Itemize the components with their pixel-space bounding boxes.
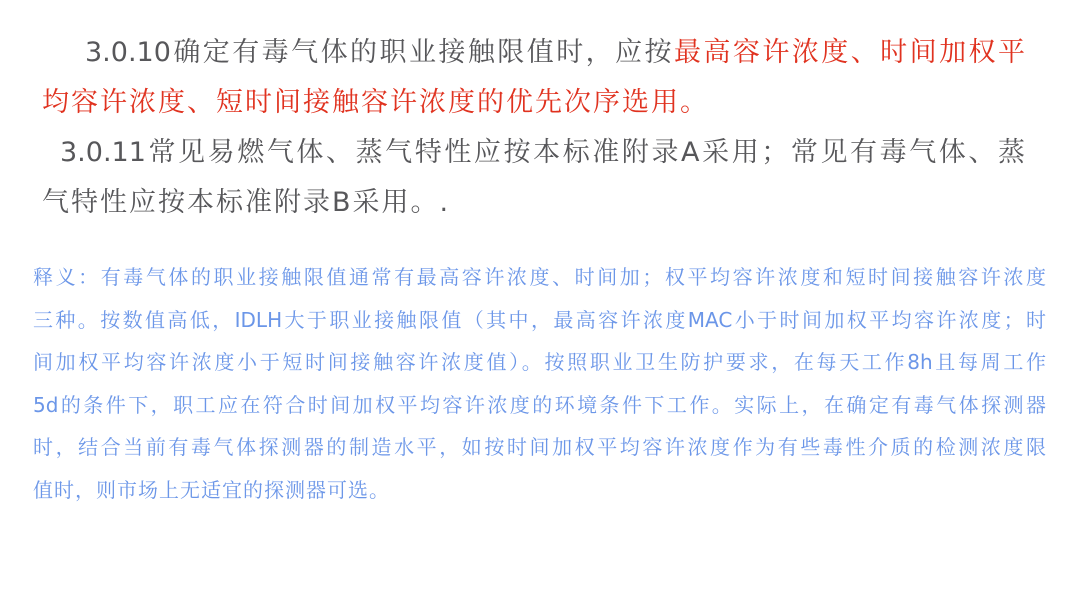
clause-3-0-10-line-1 [42,28,1025,78]
clause-3-0-10-line-2 [42,78,1025,128]
interpretation-line-last: 值时，则市场上无适宜的探测器可选。 [33,477,390,502]
clause-3-0-10-highlight-start: 最高容许浓度、时间加权平 [674,37,1025,68]
clause-3-0-11-line-1 [42,128,1025,178]
clause-3-0-11 [42,128,1025,228]
interpretation-line: 时，结合当前有毒气体探测器的制造水平，如按时间加权平均容许浓度作为有些毒性介质的检测浓度限 [33,435,1046,459]
clause-3-0-10-text: 3.0.10确定有毒气体的职业接触限值时，应按 [85,37,675,68]
interpretation-line: 5d的条件下，职工应在符合时间加权平均容许浓度的环境条件下工作。实际上，在确定有毒气体探测器 [33,392,1046,417]
clause-3-0-10-highlight-end: 均容许浓度、短时间接触容许浓度的优先次序选用。 [42,87,709,118]
interpretation-line: 释义：有毒气体的职业接触限值通常有最高容许浓度、时间加；权平均容许浓度和短时间接触容许浓度 [33,265,1046,289]
interpretation-line: 三种。按数值高低，IDLH大于职业接触限值（其中，最高容许浓度MAC小于时间加权平均容许浓度；时 [33,307,1046,332]
clause-3-0-11-text-2: 气特性应按本标准附录B采用。. [42,187,451,218]
clause-3-0-10 [42,28,1025,128]
clause-3-0-11-line-2 [42,178,1025,228]
interpretation-line: 间加权平均容许浓度小于短时间接触容许浓度值）。按照职业卫生防护要求，在每天工作8h且每周工作 [33,350,1046,374]
clause-3-0-11-text-1: 3.0.11常见易燃气体、蒸气特性应按本标准附录A采用；常见有毒气体、蒸 [60,137,1025,168]
interpretation-block [33,256,1046,511]
